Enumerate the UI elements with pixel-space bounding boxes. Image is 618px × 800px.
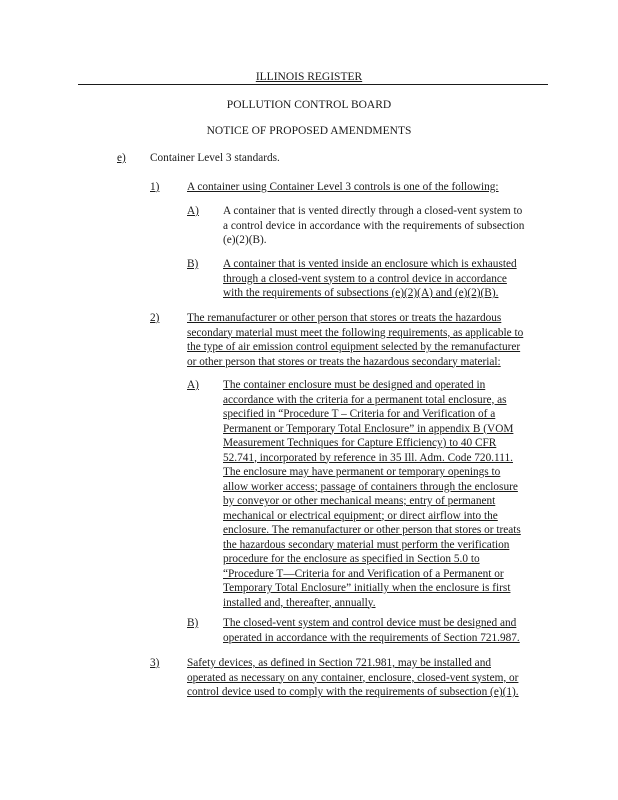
item-2a-line: Measurement Techniques for Capture Efficiency) to 40 CFR bbox=[223, 437, 497, 449]
item-1b-line: through a closed-vent system to a control device in accordance bbox=[223, 272, 507, 285]
item-2a-line: allow worker access; passage of containers through the enclosure bbox=[223, 480, 518, 493]
register-title: ILLINOIS REGISTER bbox=[255, 71, 363, 83]
item-1b-line: with the requirements of subsections (e)(2)(A) and (e)(2)(B). bbox=[223, 287, 499, 299]
item-1b-label: B) bbox=[187, 258, 199, 270]
section-e-text: Container Level 3 standards. bbox=[150, 152, 280, 164]
item-2-text bbox=[187, 311, 557, 369]
item-2-line: the type of air emission control equipment selected by the remanufacturer bbox=[187, 341, 521, 353]
item-1a-line: (e)(2)(B). bbox=[223, 234, 267, 246]
item-2a-line: The container enclosure must be designed and operated in bbox=[223, 379, 486, 391]
item-2a-text bbox=[223, 378, 553, 610]
item-2a-label: A) bbox=[187, 379, 199, 391]
item-2-line: The remanufacturer or other person that stores or treats the hazardous bbox=[187, 312, 502, 324]
item-2-line: secondary material must meet the following requirements, as applicable to bbox=[187, 326, 524, 339]
item-2a-line: specified in “Procedure T – Criteria for and Verification of a bbox=[223, 408, 496, 420]
item-1-text: A container using Container Level 3 controls is one of the following: bbox=[187, 181, 499, 193]
item-2b-line: operated in accordance with the requirements of Section 721.987. bbox=[223, 631, 520, 644]
item-2a-line: enclosure. The remanufacturer or other person that stores or treats bbox=[223, 524, 521, 536]
item-3-label: 3) bbox=[150, 657, 160, 669]
item-2-line: or other person that stores or treats the hazardous secondary material: bbox=[187, 355, 501, 368]
board-title: POLLUTION CONTROL BOARD bbox=[226, 99, 392, 111]
item-2a-line: the hazardous secondary material must perform the verification bbox=[223, 538, 510, 551]
item-2a-line: mechanical or electrical equipment; or direct airflow into the bbox=[223, 509, 498, 522]
item-2b-line: The closed-vent system and control device must be designed and bbox=[223, 617, 517, 629]
item-2a-line: by conveyor or other mechanical means; entry of permanent bbox=[223, 495, 496, 507]
item-1-label: 1) bbox=[150, 181, 160, 193]
item-1a-text bbox=[223, 204, 553, 248]
item-3-line: operated as necessary on any container, enclosure, closed-vent system, or bbox=[187, 671, 519, 684]
item-1a-line: A container that is vented directly through a closed-vent system to bbox=[223, 205, 523, 217]
item-3-line: control device used to comply with the requirements of subsection (e)(1). bbox=[187, 686, 519, 698]
item-2a-line: installed and, thereafter, annually. bbox=[223, 596, 376, 609]
section-e-label: e) bbox=[117, 152, 126, 164]
item-2a-line: “Procedure T—Criteria for and Verification of a Permanent or bbox=[223, 567, 504, 580]
item-3-line: Safety devices, as defined in Section 721.981, may be installed and bbox=[187, 657, 491, 669]
item-1b-text bbox=[223, 257, 553, 301]
item-2a-line: The enclosure may have permanent or temporary openings to bbox=[223, 466, 501, 478]
header-rule bbox=[78, 84, 548, 85]
item-3-text bbox=[187, 656, 557, 700]
item-1a-line: a control device in accordance with the requirements of subsection bbox=[223, 219, 525, 232]
item-2b-text bbox=[223, 616, 553, 645]
notice-title: NOTICE OF PROPOSED AMENDMENTS bbox=[206, 125, 412, 137]
item-2b-label: B) bbox=[187, 617, 199, 629]
item-1a-label: A) bbox=[187, 205, 199, 217]
item-2a-line: accordance with the criteria for a permanent total enclosure, as bbox=[223, 393, 507, 406]
item-2a-line: Permanent or Temporary Total Enclosure” in appendix B (VOM bbox=[223, 422, 514, 435]
item-2a-line: procedure for the enclosure as specified in Section 5.0 to bbox=[223, 553, 480, 565]
item-1b-line: A container that is vented inside an enclosure which is exhausted bbox=[223, 258, 517, 270]
item-2-label: 2) bbox=[150, 312, 160, 324]
item-2a-line: 52.741, incorporated by reference in 35 Ill. Adm. Code 720.111. bbox=[223, 451, 513, 464]
item-2a-line: Temporary Total Enclosure” initially when the enclosure is first bbox=[223, 582, 511, 594]
